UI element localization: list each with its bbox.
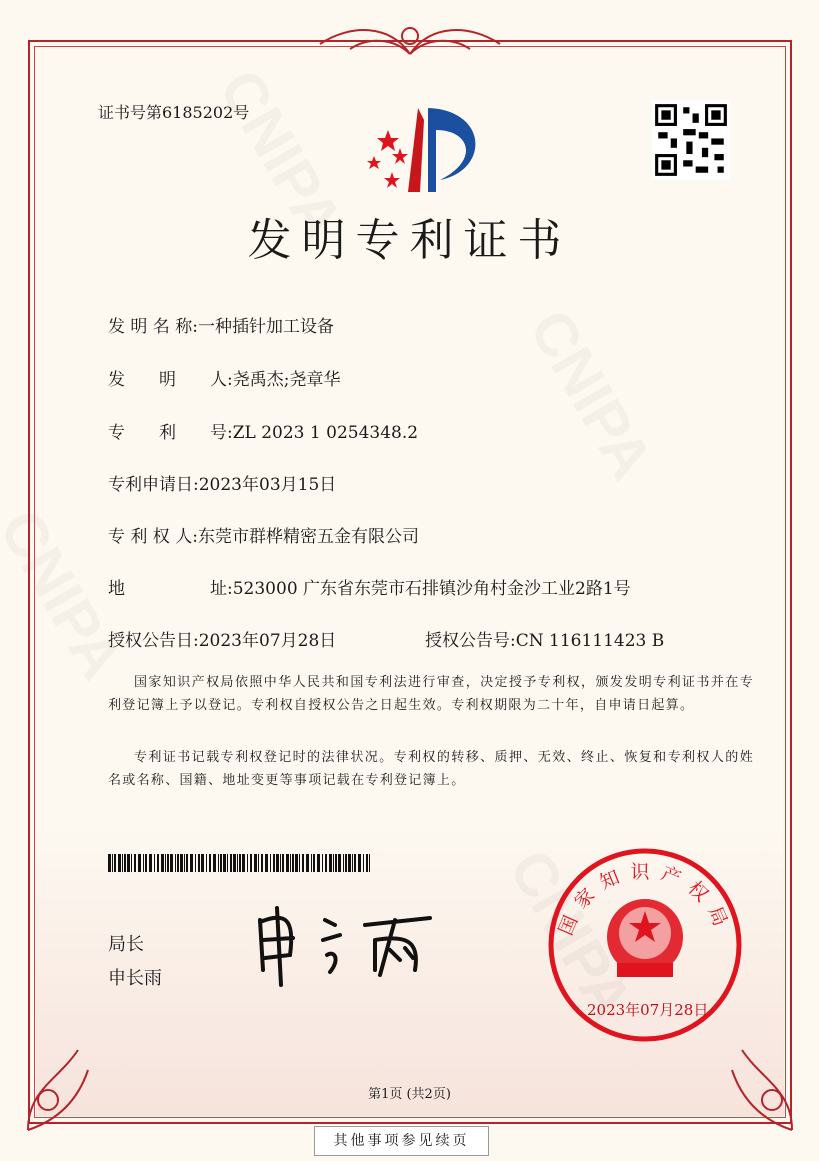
field-value: 523000 广东省东莞市石排镇沙角村金沙工业2路1号 — [232, 579, 631, 599]
field-label: 授权公告日: — [108, 631, 199, 651]
barcode-bar — [180, 854, 183, 872]
barcode-bar — [348, 854, 351, 872]
barcode-bar — [302, 854, 304, 872]
barcode-bar — [299, 854, 300, 872]
page-title: 发明专利证书 — [247, 215, 572, 266]
field-value: CN 116111423 B — [515, 631, 665, 651]
seal-text: 国家知识产权局 — [554, 861, 736, 939]
statement-paragraph: 专利证书记载专利权登记时的法律状况。专利权的转移、质押、无效、终止、恢复和专利权人的姓名或名称、国籍、地址变更等事项记载在专利登记簿上。 — [108, 750, 754, 788]
barcode-bar — [227, 854, 228, 872]
cnipa-logo — [360, 100, 490, 196]
signature — [245, 900, 445, 990]
barcode-bar — [329, 854, 332, 872]
barcode-bar — [366, 854, 368, 872]
barcode-bar — [273, 854, 275, 872]
field-application-date — [108, 470, 336, 495]
barcode-bar — [317, 854, 320, 872]
barcode-bar — [358, 854, 361, 872]
barcode-bar — [170, 854, 173, 872]
field-label: 专 利 权 人: — [108, 527, 198, 547]
field-label: 地 址: — [108, 579, 233, 599]
barcode-bar — [213, 854, 216, 872]
field-value: 2023年03月15日 — [198, 475, 337, 495]
barcode-bar — [250, 854, 252, 872]
barcode-bar — [220, 854, 222, 872]
barcode-bar — [338, 854, 341, 872]
barcode-bar — [209, 854, 211, 872]
field-label: 发 明 名 称: — [108, 317, 198, 337]
barcode-bar — [363, 854, 364, 872]
field-address — [108, 574, 631, 599]
barcode-bar — [242, 854, 245, 872]
barcode-bar — [333, 854, 334, 872]
barcode-bar — [261, 854, 263, 872]
signatory-name: 申长雨 — [108, 968, 162, 989]
seal-date: 2023年07月28日 — [587, 1001, 709, 1019]
field-grant-date — [108, 626, 336, 651]
barcode-bar — [175, 854, 176, 872]
barcode-bar — [186, 854, 188, 872]
barcode-bar — [118, 854, 121, 872]
barcode-bar — [161, 854, 164, 872]
barcode-bar — [114, 854, 116, 872]
barcode-bar — [325, 854, 327, 872]
certificate-number: 证书号第6185202号 — [98, 103, 250, 122]
barcode-bar — [143, 854, 144, 872]
barcode-bar — [122, 854, 123, 872]
barcode-bar — [295, 854, 298, 872]
barcode-bar — [131, 854, 132, 872]
barcode-bar — [233, 854, 236, 872]
barcode-bar — [177, 854, 179, 872]
barcode-bar — [265, 854, 268, 872]
barcode-bar — [343, 854, 344, 872]
barcode-bar — [124, 854, 126, 872]
barcode-bar — [311, 854, 312, 872]
barcode-bar — [206, 854, 207, 872]
barcode-bar — [247, 854, 248, 872]
field-value: ZL 2023 1 0254348.2 — [232, 423, 419, 443]
field-value: 一种插针加工设备 — [197, 317, 334, 337]
barcode-bar — [184, 854, 185, 872]
barcode-bar — [165, 854, 166, 872]
barcode-bar — [335, 854, 337, 872]
field-patent-number — [108, 418, 418, 443]
barcode-bar — [313, 854, 315, 872]
barcode-bar — [195, 854, 196, 872]
barcode-bar — [134, 854, 136, 872]
barcode-bar — [108, 854, 111, 872]
barcode-bar — [149, 854, 152, 872]
barcode-bar — [258, 854, 259, 872]
barcode-bar — [138, 854, 141, 872]
barcode-bar — [306, 854, 309, 872]
field-invention-name — [108, 312, 334, 337]
page-indicator: 第1页 (共2页) — [368, 1087, 451, 1102]
field-value: 尧禹杰;尧章华 — [232, 370, 341, 390]
barcode-bar — [352, 854, 353, 872]
barcode-bar — [201, 854, 204, 872]
barcode-bar — [322, 854, 323, 872]
barcode-bar — [280, 854, 281, 872]
barcode-bar — [237, 854, 238, 872]
barcode-bar — [190, 854, 193, 872]
barcode-bar — [145, 854, 147, 872]
barcode-bar — [270, 854, 271, 872]
field-patentee — [108, 522, 419, 547]
field-grant-number — [425, 626, 664, 651]
barcode-bar — [239, 854, 241, 872]
barcode-bar — [167, 854, 169, 872]
footer-note: 其他事项参见续页 — [314, 1126, 489, 1156]
field-label: 专利申请日: — [108, 475, 199, 495]
field-value: 2023年07月28日 — [198, 631, 337, 651]
barcode-bar — [223, 854, 226, 872]
barcode-bar — [290, 854, 291, 872]
barcode-bar — [198, 854, 200, 872]
field-label: 授权公告号: — [425, 631, 516, 651]
field-label: 专 利 号: — [108, 423, 233, 443]
barcode-bar — [218, 854, 219, 872]
statement-paragraph: 国家知识产权局依照中华人民共和国专利法进行审查，决定授予专利权，颁发发明专利证书并在专利登记簿上予以登记。专利权自授权公告之日起生效。专利权期限为二十年，自申请日起算。 — [108, 675, 754, 713]
barcode — [108, 854, 370, 872]
barcode-bar — [154, 854, 155, 872]
barcode-bar — [230, 854, 232, 872]
field-label: 发 明 人: — [108, 370, 233, 390]
barcode-bar — [254, 854, 257, 872]
barcode-bar — [354, 854, 356, 872]
barcode-bar — [276, 854, 279, 872]
barcode-bar — [286, 854, 289, 872]
qr-code — [652, 100, 730, 180]
signatory-title: 局长 — [108, 934, 144, 955]
barcode-bar — [292, 854, 294, 872]
barcode-bar — [369, 854, 370, 872]
barcode-bar — [282, 854, 284, 872]
top-ornament — [310, 14, 510, 64]
barcode-bar — [345, 854, 347, 872]
field-inventor — [108, 365, 340, 390]
field-value: 东莞市群桦精密五金有限公司 — [197, 527, 419, 547]
barcode-bar — [157, 854, 159, 872]
barcode-bar — [127, 854, 130, 872]
barcode-bar — [112, 854, 113, 872]
